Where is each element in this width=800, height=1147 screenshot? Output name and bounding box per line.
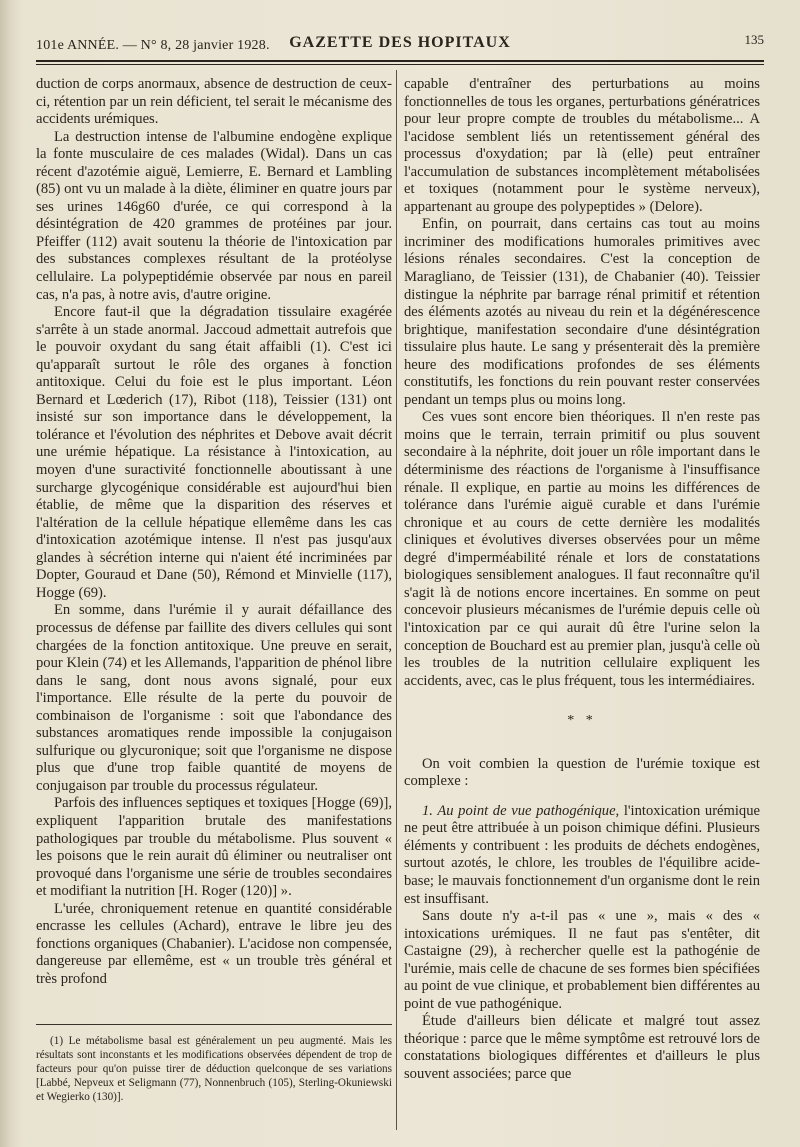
footnote bbox=[36, 1034, 392, 1104]
paragraph: En somme, dans l'urémie il y aurait défaillance des processus de défense par faillite des divers cellules qui sont chargées de la fonction antitoxique. Une preuve en serait, pour Klein (74) et les Allemands, l'apparition de phénol libre dans le sang, dont nous avons signalé, pour eux l'importance. Elle résulte de la perte du pouvoir de combinaison de l'organisme : soit que l'abondance des substances aromatiques rende impossible la conjugaison sulfurique ou glycuronique; soit que l'organisme ne dispose plus que d'une trop faible quantité de moyens de conjugaison par trouble du processus régulateur. bbox=[36, 602, 392, 794]
numbered-point bbox=[404, 803, 760, 908]
point-label: 1. Au point de vue pathogénique, bbox=[422, 802, 620, 819]
paragraph: Sans doute n'y a-t-il pas « une », mais « des « intoxications urémiques. Il ne faut pas s'entêter, dit Castaigne (29), à rechercher quelle est la pathogénie de l'urémie, mais celle de chacune de ses formes bien spécifiées au point de vue clinique, et probablement bien différentes au point de vue pathogénique. bbox=[404, 908, 760, 1012]
paragraph: Étude d'ailleurs bien délicate et malgré tout assez théorique : parce que le même symptôme est retrouvé lors de constatations biologiques différentes et d'ailleurs le plus souvent associées; parce que bbox=[404, 1013, 760, 1082]
journal-title: GAZETTE DES HOPITAUX bbox=[289, 34, 511, 51]
section-intro: On voit combien la question de l'urémie toxique est complexe : bbox=[404, 755, 760, 790]
paragraph: Encore faut-il que la dégradation tissulaire exagérée s'arrête à un stade anormal. Jaccoud admettait autrefois que le pouvoir oxydant du sang était affaibli (1). C'est ici qu'apparaît surtout le rôle des organes à fonction antitoxique. Celui du foie est le plus important. Léon Bernard et Lœderich (17), Ribot (118), Teissier (131) ont insisté sur son importance dans le développement, la tolérance et l'évolution des néphrites et Debove avait décrit une urémie hépatique. La résistance à l'intoxication, au moyen d'une suractivité fonctionnelle aboutissant à une surcharge glycogénique considérable est aujourd'hui bien établie, de même que la disparition des réserves et l'altération de la cellule hépatique ellemême dans les cas d'intoxication azotémique intense. Il n'est pas jusqu'aux glandes à sécrétion interne qui n'aient été incriminées par Dopter, Gouraud et Dane (50), Rémond et Minvielle (117), Hogge (69). bbox=[36, 304, 392, 601]
right-column bbox=[404, 76, 760, 1084]
paragraph: duction de corps anormaux, absence de destruction de ceux-ci, rétention par un rein déficient, tel serait le mécanisme des accidents urémiques. bbox=[36, 76, 392, 128]
paragraph: Enfin, on pourrait, dans certains cas tout au moins incriminer des modifications humorales primitives avec lésions rénales secondaires. C'est la conception de Maragliano, de Teissier (131), de Chabanier (40). Teissier distingue la néphrite par barrage rénal primitif et rétention des éléments azotés au niveau du rein et la dégénérescence brightique, manifestation secondaire d'une désintégration tissulaire plus haute. Le sang y présenterait dès la première heure des modifications profondes de ses éléments constitutifs, les fonctions du rein pouvant rester conservées pendant un temps plus ou moins long. bbox=[404, 216, 760, 408]
paragraph: capable d'entraîner des perturbations au moins fonctionnelles de tous les organes, perturbations génératrices pour leur propre compte de troubles du métabolisme... A l'acidose semblent liés un retentissement général des processus d'oxydation; par là (elle) peut entraîner l'accumulation de substances incomplètement métabolisées et toxiques (notamment pour le système nerveux), appartenant au groupe des polypeptides » (Delore). bbox=[404, 76, 760, 215]
section-separator: * * bbox=[567, 713, 597, 729]
column-divider bbox=[396, 70, 397, 1130]
header-rule-thin bbox=[36, 64, 764, 65]
header-rule-thick bbox=[36, 60, 764, 62]
issue-info: 101e ANNÉE. — N° 8, 28 janvier 1928. bbox=[36, 38, 270, 53]
left-column bbox=[36, 76, 392, 988]
footnote-rule bbox=[36, 1024, 392, 1025]
point-text: l'intoxication urémique ne peut être attribuée à un poison chimique défini. Plusieurs éléments y contribuent : les produits de déchets endogènes, surtout azotés, le chlore, les troubles de l'équilibre acide-base; le mauvais fonctionnement d'un organisme dont le rein est insuffisant. bbox=[404, 802, 761, 907]
paragraph: Parfois des influences septiques et toxiques [Hogge (69)], expliquent l'apparition brutale des manifestations pathologiques par trouble du métabolisme. Plus souvent « les poisons que le rein aurait dû éliminer ou neutraliser ont provoqué dans l'organisme une série de troubles secondaires et modifiant la nutrition [H. Roger (120)] ». bbox=[36, 795, 392, 900]
paragraph: Ces vues sont encore bien théoriques. Il n'en reste pas moins que le terrain, terrain primitif ou plus souvent secondaire à la néphrite, doit jouer un rôle important dans le déterminisme des réactions de l'organisme à l'insuffisance rénale. Il explique, en partie au moins les différences de tolérance dans l'urémie aiguë curable et dans l'urémie chronique et au cours de cette dernière les modalités cliniques et évolutives diverses observées pour un même degré d'imperméabilité rénale et lors de constatations biologiques sensiblement analogues. Il faut reconnaître qu'il s'agit là de notions encore incertaines. En somme on peut concevoir plusieurs mécanismes de l'urémie depuis celle où l'intoxication par ce qui aurait dû être l'urine selon la conception de Bouchard est au premier plan, jusqu'à celle où les troubles de la nutrition cellulaire expliquent les accidents, avec, cas le plus fréquent, tous les intermédiaires. bbox=[404, 409, 760, 689]
page-number: 135 bbox=[744, 32, 764, 47]
paragraph: L'urée, chroniquement retenue en quantité considérable encrasse les cellules (Achard), entrave le libre jeu des fonctions organiques (Chabanier). L'acidose non compensée, dangereuse par ellemême, est « un trouble très général et très profond bbox=[36, 900, 392, 987]
paragraph: La destruction intense de l'albumine endogène explique la fonte musculaire de ces malades (Widal). Dans un cas récent d'azotémie aiguë, Lemierre, E. Bernard et Lambling (85) ont vu un malade à la diète, éliminer en quatre jours par ses urines 146g60 d'urée, ce qui correspond à la désintégration de 420 grammes de protéines par jour. Pfeiffer (112) avait soutenu la théorie de l'intoxication par des substances complexes résultant de la protéolyse cellulaire. La polypeptidémie observée par nous en pareil cas, n'a pas, à notre avis, d'autre origine. bbox=[36, 128, 392, 303]
page-header bbox=[36, 30, 764, 58]
footnote-text: (1) Le métabolisme basal est généralement un peu augmenté. Mais les résultats sont inconstants et les modifications observées dépendent de trop de facteurs pour qu'on puisse tirer de déduction quelconque de ses variations [Labbé, Nepveux et Seligmann (77), Nonnenbruch (105), Sterling-Okuniewski et Wegierko (130)]. bbox=[36, 1035, 392, 1103]
